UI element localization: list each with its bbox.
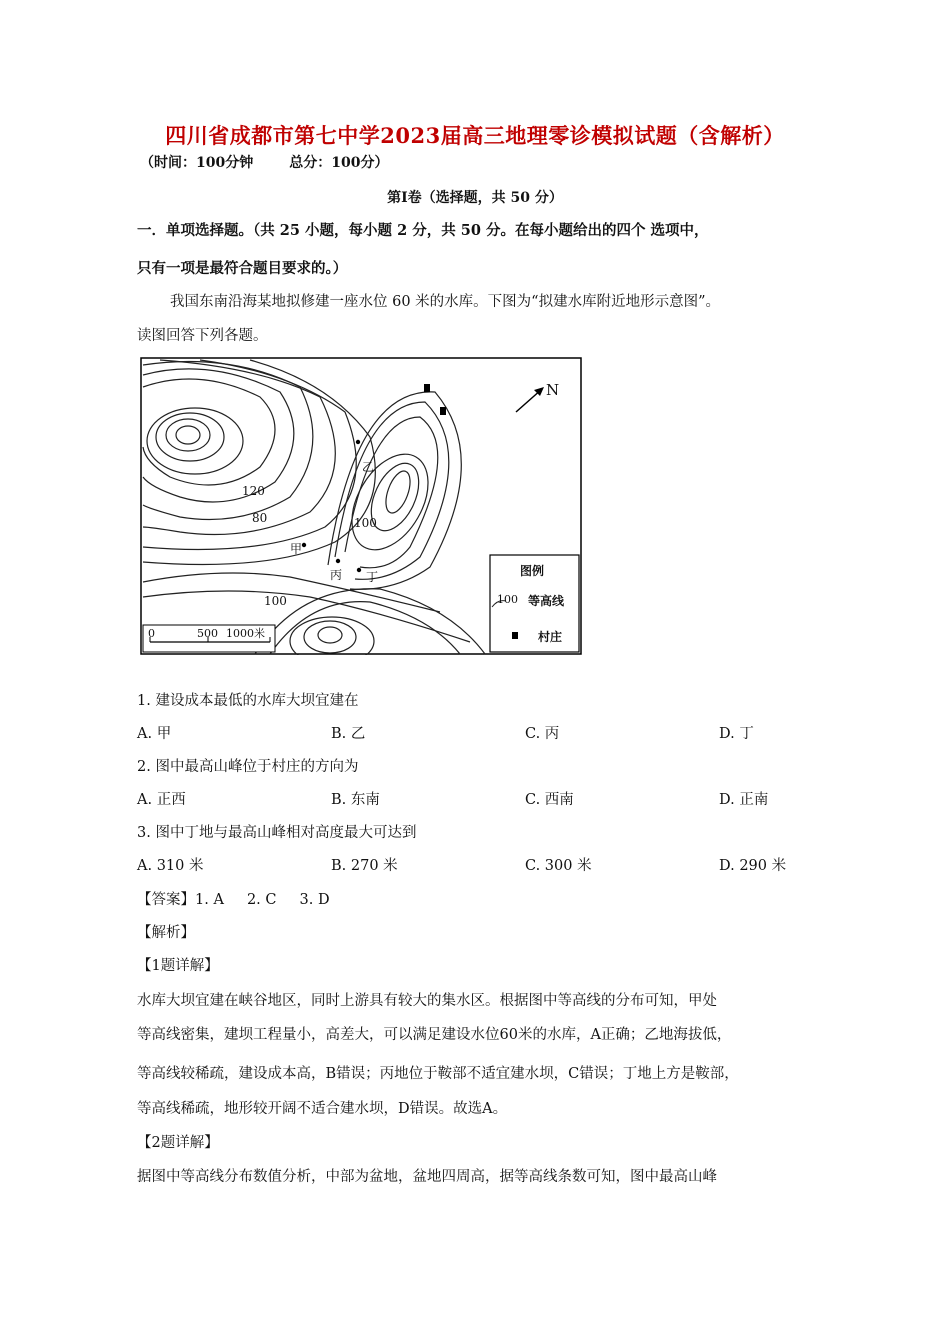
- q3-option-d: D. 290 米: [719, 858, 787, 874]
- q1-option-a: A. 甲: [137, 726, 172, 742]
- scale-end: 1000米: [226, 627, 265, 640]
- contour-label-80: 80: [252, 511, 268, 525]
- contour-label-100-south: 100: [264, 594, 287, 608]
- instruction-line-2: 只有一项是最符合题目要求的。）: [137, 260, 348, 277]
- place-ding: 丁: [366, 570, 379, 584]
- topographic-map: [140, 357, 582, 655]
- q1-detail-line-1: 水库大坝宜建在峡谷地区，同时上游具有较大的集水区。根据图中等高线的分布可知，甲处: [137, 993, 717, 1009]
- legend-contour-value: 100: [497, 593, 518, 606]
- q1-option-d: D. 丁: [719, 726, 754, 742]
- answer-line: [137, 888, 330, 909]
- map-legend: [490, 555, 579, 652]
- legend-title: 图例: [520, 564, 545, 578]
- q2-option-b: B. 东南: [331, 792, 380, 808]
- question-3-stem: 3. 图中丁地与最高山峰相对高度最大可达到: [137, 825, 417, 841]
- question-1-stem: 1. 建设成本最低的水库大坝宜建在: [137, 693, 359, 709]
- exam-time: （时间：100分钟: [140, 155, 254, 171]
- instruction-line-1: 一．单项选择题。（共 25 小题，每小题 2 分，共 50 分。在每小题给出的四个 选项中，: [137, 222, 709, 239]
- q1-detail-label: 【1题详解】: [137, 958, 219, 974]
- q1-option-c: C. 丙: [525, 726, 560, 742]
- q1-detail-line-4: 等高线稀疏，地形较开阔不适合建水坝，D错误。故选A。: [137, 1101, 508, 1117]
- q2-option-c: C. 西南: [525, 792, 574, 808]
- contour-label-120: 120: [242, 484, 265, 498]
- scale-mid: 500: [197, 627, 218, 640]
- question-2-stem: 2. 图中最高山峰位于村庄的方向为: [137, 759, 359, 775]
- intro-line-1: 我国东南沿海某地拟修建一座水位 60 米的水库。下图为“拟建水库附近地形示意图”。: [170, 294, 720, 310]
- scale-zero: 0: [148, 627, 155, 640]
- answer-label: 【答案】: [137, 892, 195, 908]
- q1-detail-line-2: 等高线密集，建坝工程量小，高差大，可以满足建设水位60米的水库，A正确；乙地海拔低，: [137, 1027, 732, 1043]
- section-heading: 第Ⅰ卷（选择题，共 50 分）: [387, 190, 563, 206]
- place-jia: 甲: [290, 542, 303, 556]
- q3-option-c: C. 300 米: [525, 858, 592, 874]
- place-yi: 乙: [362, 460, 375, 474]
- q2-detail-label: 【2题详解】: [137, 1135, 219, 1151]
- intro-line-2: 读图回答下列各题。: [137, 328, 268, 344]
- q3-option-a: A. 310 米: [137, 858, 204, 874]
- contour-label-100-east: 100: [354, 516, 377, 530]
- q1-option-b: B. 乙: [331, 726, 366, 742]
- north-label: N: [546, 381, 560, 399]
- q2-option-d: D. 正南: [719, 792, 769, 808]
- page-title: 四川省成都市第七中学2023届高三地理零诊模拟试题（含解析）: [165, 123, 785, 148]
- legend-village-label: 村庄: [538, 630, 563, 644]
- q3-option-b: B. 270 米: [331, 858, 398, 874]
- q1-detail-line-3: 等高线较稀疏，建设成本高，B错误；丙地位于鞍部不适宜建水坝，C错误；丁地上方是鞍部，: [137, 1066, 739, 1082]
- legend-contour-label: 等高线: [528, 594, 565, 608]
- place-bing: 丙: [330, 568, 343, 582]
- analysis-label: 【解析】: [137, 925, 195, 941]
- answer-text: 1. A 2. C 3. D: [195, 892, 330, 908]
- scale-bar: [143, 625, 275, 652]
- exam-meta: [140, 152, 388, 172]
- exam-score: 总分：100分）: [289, 155, 389, 171]
- q2-option-a: A. 正西: [137, 792, 186, 808]
- q2-detail-line-1: 据图中等高线分布数值分析，中部为盆地，盆地四周高，据等高线条数可知，图中最高山峰: [137, 1169, 717, 1185]
